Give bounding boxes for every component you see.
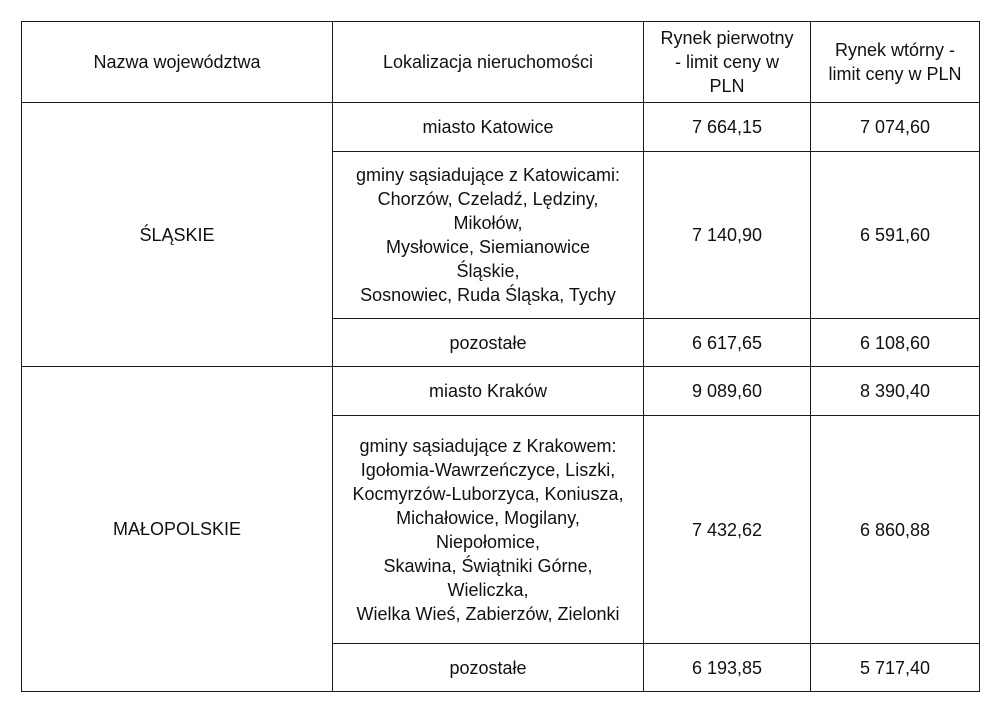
- secondary-price-cell: 6 860,88: [811, 416, 980, 644]
- secondary-price-cell: 7 074,60: [811, 103, 980, 152]
- table-row: [22, 367, 980, 416]
- location-cell: miasto Katowice: [333, 103, 644, 152]
- location-cell: gminy sąsiadujące z Katowicami: Chorzów, Czeladź, Lędziny, Mikołów, Mysłowice, Siemianowice Śląskie, Sosnowiec, Ruda Śląska, Tychy: [333, 152, 644, 319]
- location-cell: pozostałe: [333, 644, 644, 692]
- region-name-cell: MAŁOPOLSKIE: [22, 367, 333, 692]
- location-cell: miasto Kraków: [333, 367, 644, 416]
- price-limits-table: [21, 21, 980, 692]
- primary-price-cell: 9 089,60: [644, 367, 811, 416]
- primary-price-cell: 6 193,85: [644, 644, 811, 692]
- header-secondary-market: Rynek wtórny - limit ceny w PLN: [811, 22, 980, 103]
- primary-price-cell: 7 140,90: [644, 152, 811, 319]
- secondary-price-cell: 6 591,60: [811, 152, 980, 319]
- header-primary-market: Rynek pierwotny - limit ceny w PLN: [644, 22, 811, 103]
- location-cell: gminy sąsiadujące z Krakowem: Igołomia-Wawrzeńczyce, Liszki, Kocmyrzów-Luborzyca, Koniusza, Michałowice, Mogilany, Niepołomice, Skawina, Świątniki Górne, Wieliczka, Wielka Wieś, Zabierzów, Zielonki: [333, 416, 644, 644]
- table-row: [22, 103, 980, 152]
- secondary-price-cell: 6 108,60: [811, 319, 980, 367]
- primary-price-cell: 7 432,62: [644, 416, 811, 644]
- secondary-price-cell: 8 390,40: [811, 367, 980, 416]
- primary-price-cell: 7 664,15: [644, 103, 811, 152]
- header-location: Lokalizacja nieruchomości: [333, 22, 644, 103]
- region-name-cell: ŚLĄSKIE: [22, 103, 333, 367]
- header-region: Nazwa województwa: [22, 22, 333, 103]
- table-header-row: [22, 22, 980, 103]
- secondary-price-cell: 5 717,40: [811, 644, 980, 692]
- primary-price-cell: 6 617,65: [644, 319, 811, 367]
- location-cell: pozostałe: [333, 319, 644, 367]
